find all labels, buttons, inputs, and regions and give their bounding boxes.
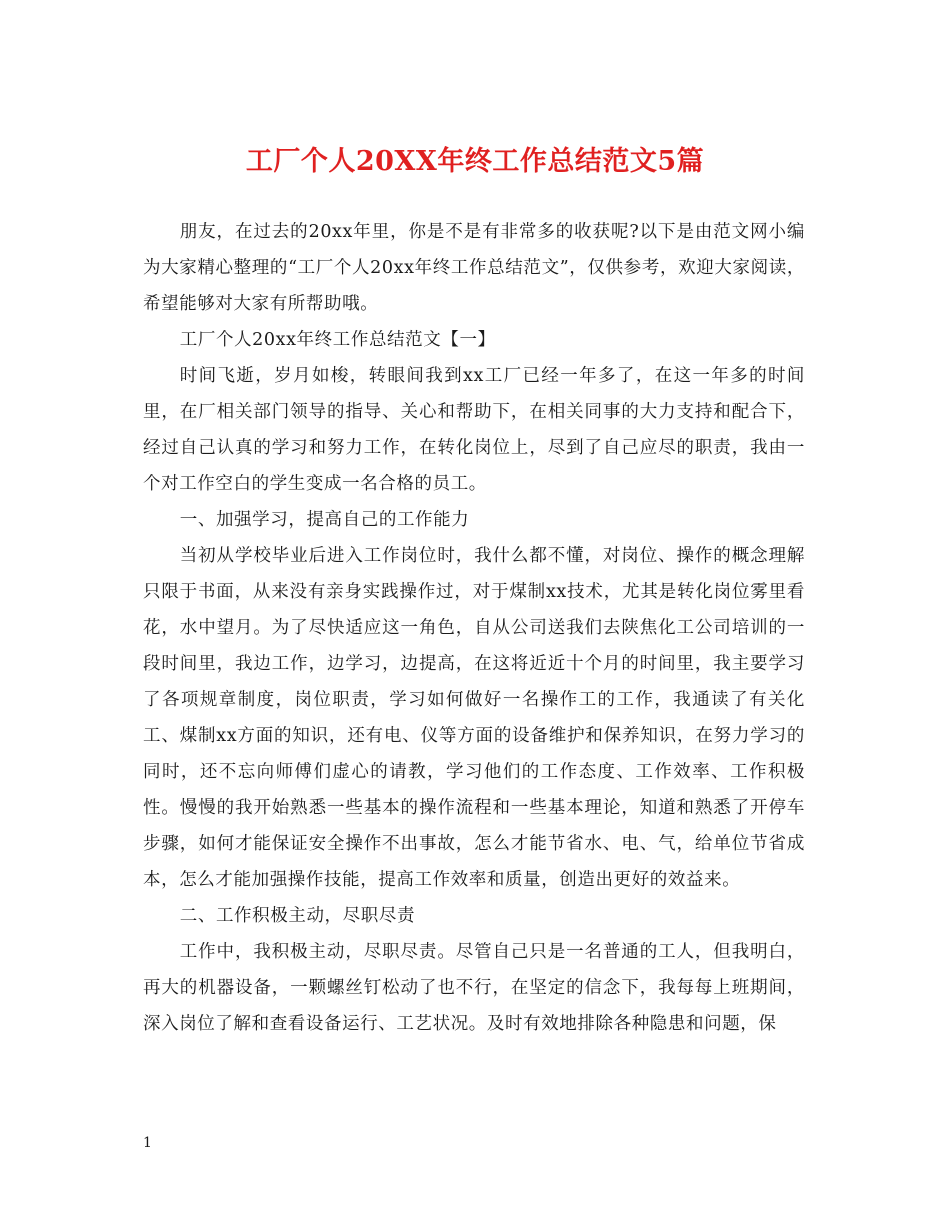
intro-paragraph: 朋友，在过去的20xx年里，你是不是有非常多的收获呢?以下是由范文网小编为大家精心整理的“工厂个人20xx年终工作总结范文”，仅供参考，欢迎大家阅读，希望能够对大家有所帮助哦。 bbox=[143, 222, 805, 314]
document-body bbox=[143, 214, 805, 1042]
page-number: 1 bbox=[143, 1135, 152, 1151]
subheading-initiative: 二、工作积极主动，尽职尽责 bbox=[179, 906, 416, 926]
section-heading-one: 工厂个人20xx年终工作总结范文【一】 bbox=[179, 330, 496, 350]
document-title: 工厂个人20XX年终工作总结范文5篇 bbox=[245, 146, 705, 177]
body-paragraph: 当初从学校毕业后进入工作岗位时，我什么都不懂，对岗位、操作的概念理解只限于书面，从来没有亲身实践操作过，对于煤制xx技术，尤其是转化岗位雾里看花，水中望月。为了尽快适应这一角色，自从公司送我们去陕焦化工公司培训的一段时间里，我边工作，边学习，边提高，在这将近近十个月的时间里，我主要学习了各项规章制度，岗位职责，学习如何做好一名操作工的工作，我通读了有关化工、煤制xx方面的知识，还有电、仪等方面的设备维护和保养知识，在努力学习的同时，还不忘向师傅们虚心的请教，学习他们的工作态度、工作效率、工作积极性。慢慢的我开始熟悉一些基本的操作流程和一些基本理论，知道和熟悉了开停车步骤，如何才能保证安全操作不出事故，怎么才能节省水、电、气，给单位节省成本，怎么才能加强操作技能，提高工作效率和质量，创造出更好的效益来。 bbox=[143, 546, 805, 890]
subheading-study: 一、加强学习，提高自己的工作能力 bbox=[179, 510, 470, 530]
body-paragraph: 时间飞逝，岁月如梭，转眼间我到xx工厂已经一年多了，在这一年多的时间里，在厂相关部门领导的指导、关心和帮助下，在相关同事的大力支持和配合下，经过自己认真的学习和努力工作，在转化岗位上，尽到了自己应尽的职责，我由一个对工作空白的学生变成一名合格的员工。 bbox=[143, 366, 805, 494]
body-paragraph: 工作中，我积极主动，尽职尽责。尽管自己只是一名普通的工人，但我明白，再大的机器设备，一颗螺丝钉松动了也不行，在坚定的信念下，我每每上班期间，深入岗位了解和查看设备运行、工艺状况。及时有效地排除各种隐患和问题，保 bbox=[143, 942, 805, 1034]
